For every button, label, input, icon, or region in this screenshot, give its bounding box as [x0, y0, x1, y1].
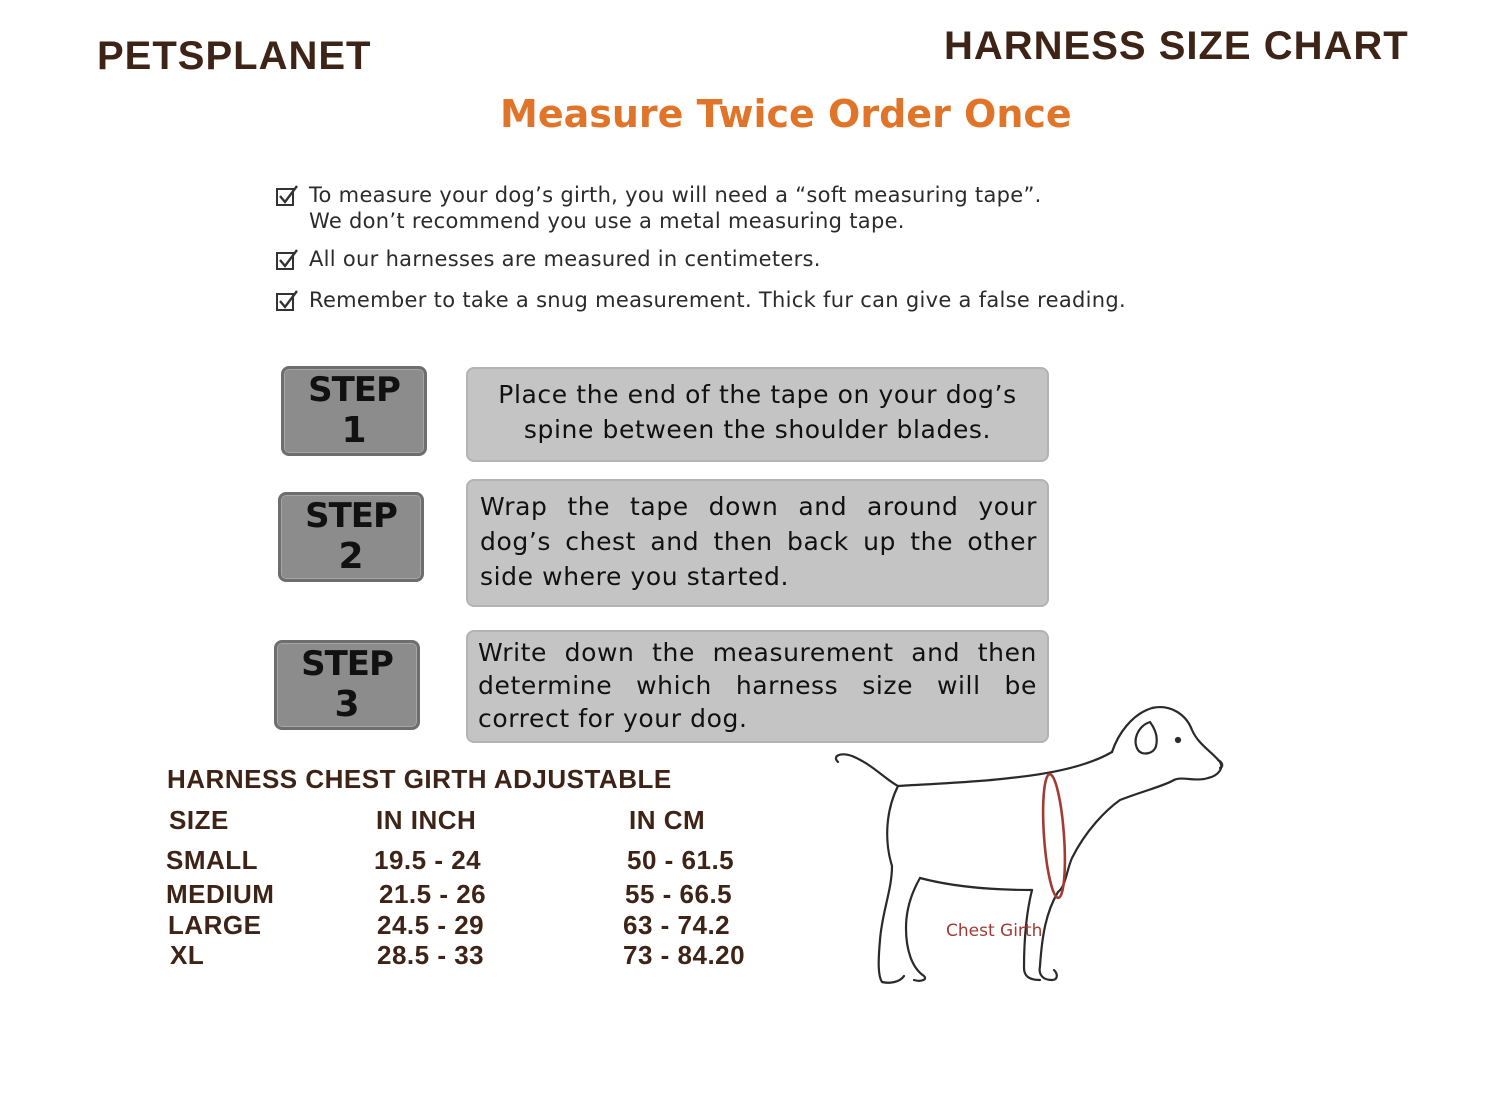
- step-3-badge: [274, 640, 420, 730]
- checklist-item: [275, 246, 821, 272]
- checkbox-checked-icon: [275, 184, 299, 208]
- step-label: STEP: [308, 370, 400, 410]
- step-number: 2: [338, 536, 364, 577]
- checklist-item: [275, 182, 1042, 234]
- checklist-text: All our harnesses are measured in centimeters.: [309, 247, 821, 271]
- step-number: 1: [341, 410, 367, 451]
- chest-girth-label: Chest Girth: [946, 921, 1043, 941]
- chest-girth-ring: [1040, 773, 1069, 898]
- table-cell-size: SMALL: [166, 845, 259, 875]
- step-1-instruction: Place the end of the tape on your dog’s spine between the shoulder blades.: [466, 367, 1049, 462]
- table-header-inch: IN INCH: [376, 805, 477, 835]
- tagline: Measure Twice Order Once: [500, 92, 1072, 136]
- checklist-text: Remember to take a snug measurement. Thick fur can give a false reading.: [309, 288, 1126, 312]
- step-1-badge: [281, 366, 427, 456]
- step-3-instruction: Write down the measurement and then determine which harness size will be correct for your dog.: [466, 630, 1049, 743]
- table-header-size: SIZE: [169, 805, 229, 835]
- dog-outline-icon: [820, 700, 1240, 1000]
- step-number: 3: [334, 684, 360, 725]
- table-cell-size: LARGE: [168, 910, 262, 940]
- page-title: HARNESS SIZE CHART: [944, 24, 1409, 68]
- table-cell-cm: 55 - 66.5: [625, 879, 733, 909]
- step-label: STEP: [305, 496, 397, 536]
- table-cell-inch: 21.5 - 26: [379, 879, 487, 909]
- checklist-item: [275, 287, 1126, 313]
- table-header-cm: IN CM: [629, 805, 706, 835]
- checkbox-checked-icon: [275, 248, 299, 272]
- step-2-instruction: Wrap the tape down and around your dog’s chest and then back up the other side where you started.: [466, 479, 1049, 607]
- checkbox-checked-icon: [275, 289, 299, 313]
- table-cell-size: MEDIUM: [166, 879, 275, 909]
- table-cell-cm: 73 - 84.20: [623, 940, 746, 970]
- checklist-text: To measure your dog’s girth, you will need a “soft measuring tape”. We don’t recommend you use a metal measuring tape.: [309, 183, 1042, 233]
- table-cell-cm: 50 - 61.5: [627, 845, 735, 875]
- step-2-badge: [278, 492, 424, 582]
- table-cell-inch: 24.5 - 29: [377, 910, 485, 940]
- table-cell-cm: 63 - 74.2: [623, 910, 731, 940]
- table-cell-size: XL: [170, 940, 205, 970]
- table-cell-inch: 19.5 - 24: [374, 845, 482, 875]
- table-cell-inch: 28.5 - 33: [377, 940, 485, 970]
- brand-name: PETSPLANET: [97, 34, 372, 78]
- size-table-title: HARNESS CHEST GIRTH ADJUSTABLE: [167, 764, 672, 794]
- step-label: STEP: [301, 644, 393, 684]
